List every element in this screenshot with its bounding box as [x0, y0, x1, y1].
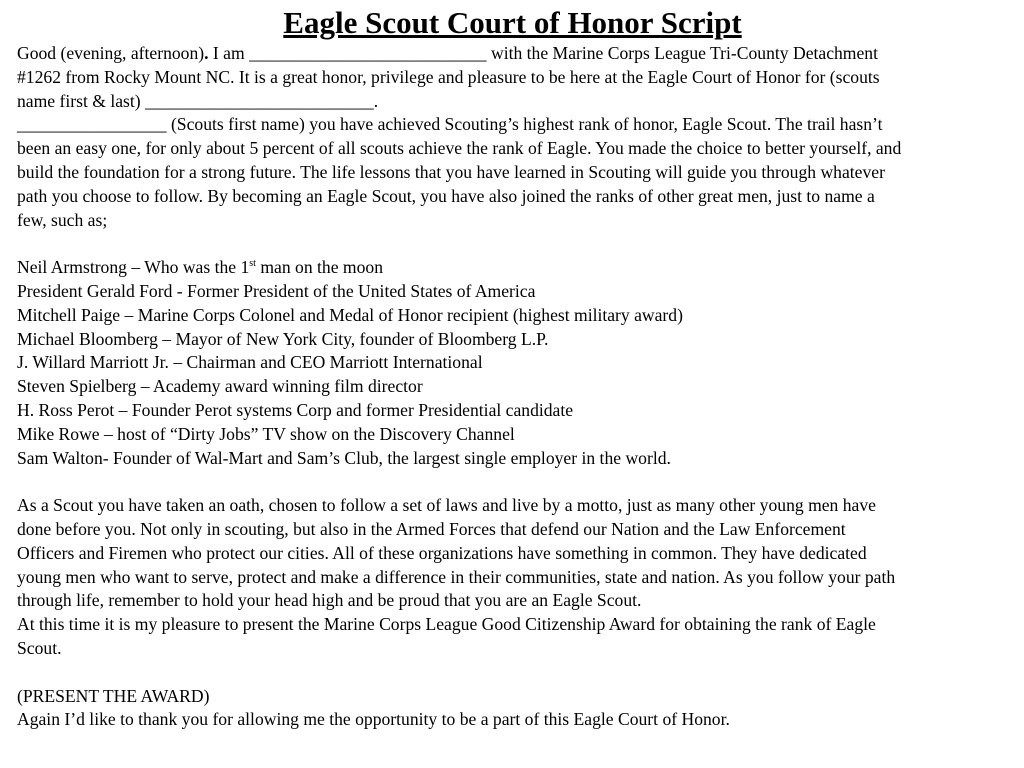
- paragraph-spacer: [17, 661, 1016, 685]
- present-award-instruction: (PRESENT THE AWARD): [17, 685, 210, 706]
- introduction-text: I am ___________________________ with the Marine Corps League Tri-County Detachment: [212, 43, 878, 63]
- paragraph-spacer: [17, 470, 1016, 494]
- oath-line-4: young men who want to serve, protect and make a difference in their communities, state and nation. As you follow your path: [17, 566, 896, 587]
- notable-ford: President Gerald Ford - Former President of the United States of America: [17, 280, 536, 301]
- intro-line-2: #1262 from Rocky Mount NC. It is a great honor, privilege and pleasure to be here at the Eagle Court of Honor for (scouts: [17, 66, 880, 87]
- achievement-line-5: few, such as;: [17, 209, 108, 230]
- notable-spielberg: Steven Spielberg – Academy award winning film director: [17, 376, 423, 397]
- achievement-line-4: path you choose to follow. By becoming an Eagle Scout, you have also joined the ranks of other great men, just to name a: [17, 185, 875, 206]
- notable-walton: Sam Walton- Founder of Wal-Mart and Sam’s Club, the largest single employer in the world.: [17, 447, 671, 468]
- notable-marriott: J. Willard Marriott Jr. – Chairman and CEO Marriott International: [17, 352, 483, 373]
- notable-paige: Mitchell Paige – Marine Corps Colonel and Medal of Honor recipient (highest military award): [17, 304, 683, 325]
- ordinal-suffix: st: [249, 258, 256, 270]
- notable-rowe: Mike Rowe – host of “Dirty Jobs” TV show on the Discovery Channel: [17, 423, 515, 444]
- achievement-line-3: build the foundation for a strong future. The life lessons that you have learned in Scouting will guide you through whatever: [17, 161, 885, 182]
- oath-line-7: Scout.: [17, 637, 62, 658]
- notable-armstrong-text: Neil Armstrong – Who was the 1: [17, 257, 250, 278]
- achievement-line-2: been an easy one, for only about 5 percent of all scouts achieve the rank of Eagle. You made the choice to better yourself, and: [17, 138, 902, 159]
- notable-perot: H. Ross Perot – Founder Perot systems Corp and former Presidential candidate: [17, 399, 574, 420]
- oath-line-3: Officers and Firemen who protect our cities. All of these organizations have something in common. They have dedicated: [17, 542, 867, 563]
- greeting-text: Good (evening, afternoon): [17, 43, 205, 63]
- intro-line-3: name first & last) __________________________.: [17, 90, 379, 111]
- notable-armstrong-rest: man on the moon: [255, 257, 384, 278]
- oath-line-2: done before you. Not only in scouting, but also in the Armed Forces that defend our Nation and the Law Enforcement: [17, 518, 846, 539]
- notable-armstrong: [17, 256, 1016, 280]
- oath-line-1: As a Scout you have taken an oath, chosen to follow a set of laws and live by a motto, just as many other young men have: [17, 495, 876, 516]
- greeting-period: .: [204, 43, 213, 63]
- achievement-line-1: _________________ (Scouts first name) you have achieved Scouting’s highest rank of honor, Eagle Scout. The trail hasn’t: [17, 114, 883, 135]
- oath-line-5: through life, remember to hold your head high and be proud that you are an Eagle Scout.: [17, 590, 642, 611]
- notable-bloomberg: Michael Bloomberg – Mayor of New York City, founder of Bloomberg L.P.: [17, 328, 549, 349]
- closing-thanks: Again I’d like to thank you for allowing me the opportunity to be a part of this Eagle Court of Honor.: [17, 709, 730, 730]
- intro-line-1: [17, 42, 1016, 66]
- paragraph-spacer: [17, 232, 1016, 256]
- document-body: [17, 42, 1016, 732]
- document-title: Eagle Scout Court of Honor Script: [283, 5, 742, 40]
- oath-line-6: At this time it is my pleasure to present the Marine Corps League Good Citizenship Award for obtaining the rank of Eagle: [17, 614, 876, 635]
